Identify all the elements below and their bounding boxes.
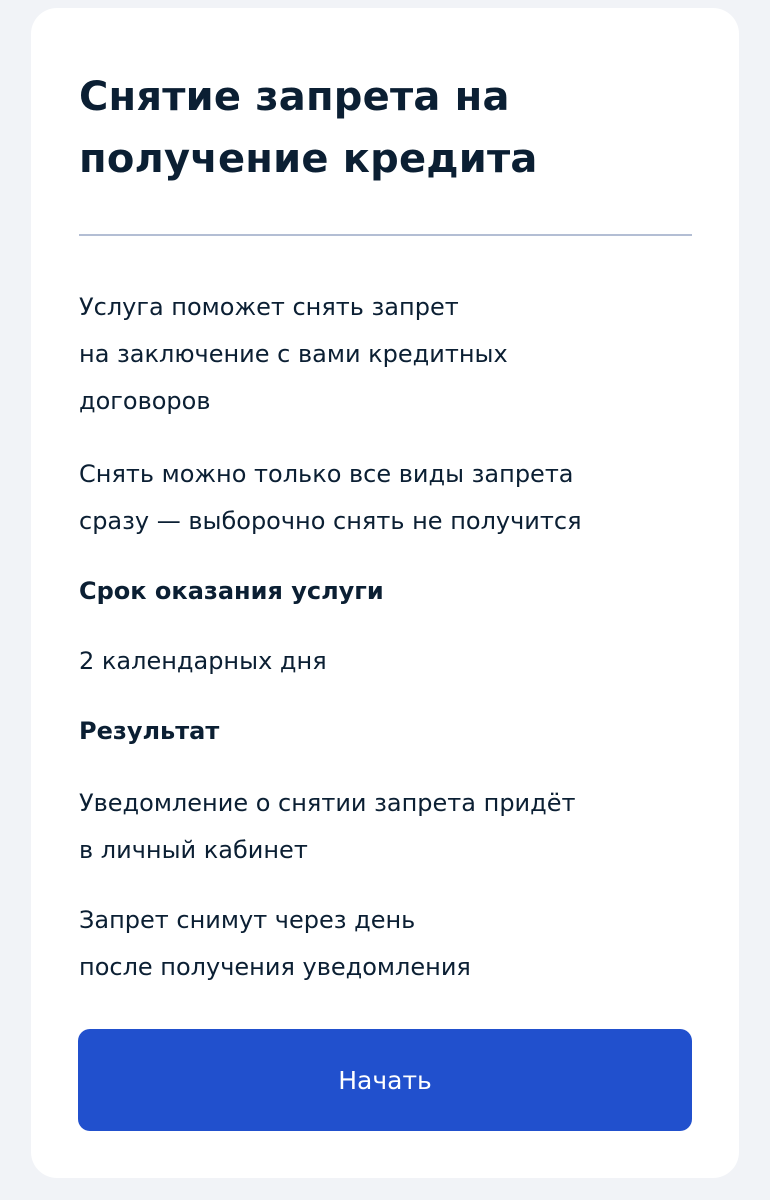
title-line-1: Снятие запрета на (79, 74, 510, 120)
result-text (79, 780, 709, 874)
description-line-1: Услуга поможет снять запрет (79, 293, 459, 321)
result-text-line-1: Уведомление о снятии запрета придёт (79, 789, 576, 817)
service-description (79, 284, 709, 425)
term-heading: Срок оказания услуги (79, 577, 384, 605)
start-button[interactable]: Начать (78, 1029, 692, 1131)
title-line-2: получение кредита (79, 136, 538, 182)
description-line-2: на заключение с вами кредитных (79, 340, 508, 368)
service-card (31, 8, 739, 1178)
restriction-note (79, 451, 709, 545)
term-value: 2 календарных дня (79, 647, 327, 675)
result-heading: Результат (79, 717, 220, 745)
title-divider (79, 234, 692, 236)
restriction-note-line-1: Снять можно только все виды запрета (79, 460, 574, 488)
result-note (79, 897, 709, 991)
result-text-line-2: в личный кабинет (79, 836, 308, 864)
description-line-3: договоров (79, 387, 211, 415)
page-title (79, 66, 699, 190)
result-note-line-2: после получения уведомления (79, 953, 471, 981)
restriction-note-line-2: сразу — выборочно снять не получится (79, 507, 582, 535)
result-note-line-1: Запрет снимут через день (79, 906, 416, 934)
